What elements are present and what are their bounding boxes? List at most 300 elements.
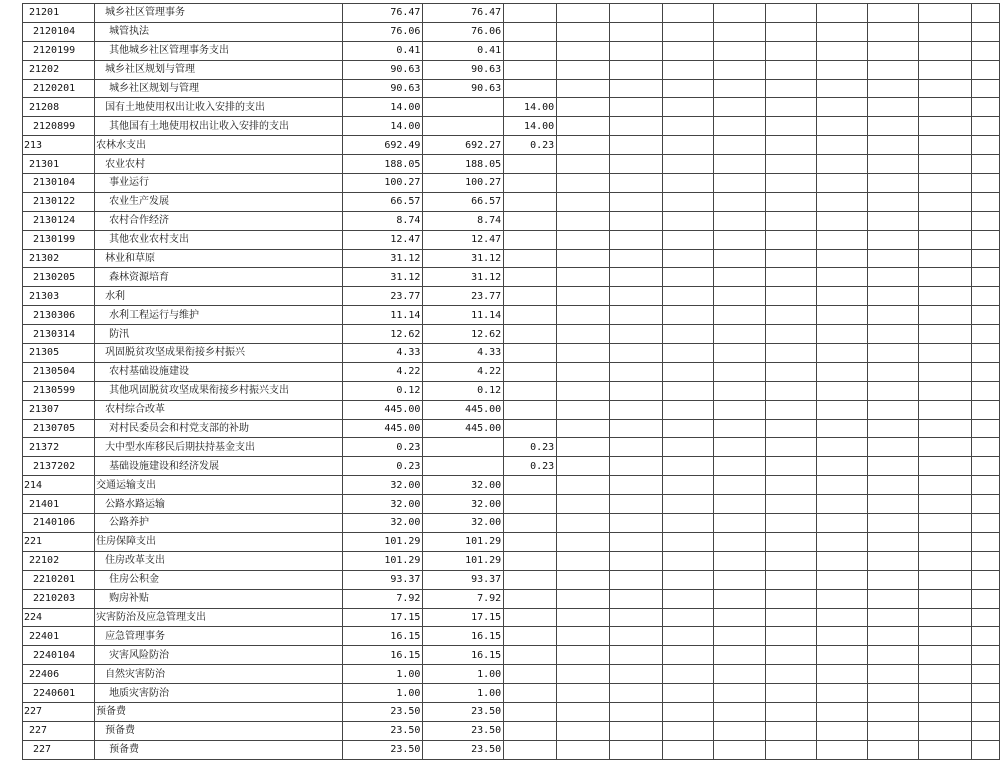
empty-cell [868, 551, 919, 570]
empty-cell [713, 721, 766, 740]
empty-cell [868, 362, 919, 381]
empty-cell [766, 570, 817, 589]
basic-expenditure-cell: 93.37 [423, 570, 504, 589]
total-amount-cell: 93.37 [342, 570, 423, 589]
subject-name-cell: 国有土地使用权出让收入安排的支出 [95, 98, 343, 117]
empty-cell [918, 362, 971, 381]
empty-cell [662, 551, 713, 570]
empty-cell [971, 344, 999, 363]
empty-cell [557, 551, 610, 570]
project-expenditure-cell [504, 532, 557, 551]
table-row [23, 306, 1000, 325]
empty-cell [609, 41, 662, 60]
empty-cell [918, 136, 971, 155]
empty-cell [918, 211, 971, 230]
empty-cell [918, 721, 971, 740]
subject-name-cell: 预备费 [95, 702, 343, 721]
subject-name-cell: 农林水支出 [95, 136, 343, 155]
basic-expenditure-cell: 8.74 [423, 211, 504, 230]
project-expenditure-cell [504, 627, 557, 646]
subject-name-cell: 预备费 [95, 721, 343, 740]
basic-expenditure-cell: 32.00 [423, 476, 504, 495]
empty-cell [918, 532, 971, 551]
project-expenditure-cell [504, 192, 557, 211]
empty-cell [713, 570, 766, 589]
empty-cell [971, 362, 999, 381]
subject-code-cell: 214 [23, 476, 95, 495]
project-expenditure-cell [504, 400, 557, 419]
total-amount-cell: 14.00 [342, 98, 423, 117]
empty-cell [918, 400, 971, 419]
empty-cell [713, 306, 766, 325]
total-amount-cell: 0.12 [342, 381, 423, 400]
subject-code-cell: 21372 [23, 438, 95, 457]
subject-code-cell: 2130124 [23, 211, 95, 230]
table-row [23, 249, 1000, 268]
basic-expenditure-cell: 100.27 [423, 174, 504, 193]
empty-cell [918, 174, 971, 193]
empty-cell [713, 608, 766, 627]
empty-cell [609, 589, 662, 608]
subject-code-cell: 227 [23, 702, 95, 721]
empty-cell [713, 230, 766, 249]
empty-cell [868, 381, 919, 400]
empty-cell [662, 4, 713, 23]
empty-cell [918, 22, 971, 41]
total-amount-cell: 692.49 [342, 136, 423, 155]
empty-cell [918, 41, 971, 60]
empty-cell [868, 249, 919, 268]
table-row [23, 41, 1000, 60]
subject-code-cell: 2240104 [23, 646, 95, 665]
empty-cell [971, 570, 999, 589]
empty-cell [918, 79, 971, 98]
empty-cell [662, 665, 713, 684]
empty-cell [918, 589, 971, 608]
total-amount-cell: 0.41 [342, 41, 423, 60]
empty-cell [868, 344, 919, 363]
subject-code-cell: 224 [23, 608, 95, 627]
empty-cell [609, 268, 662, 287]
empty-cell [971, 532, 999, 551]
project-expenditure-cell [504, 4, 557, 23]
empty-cell [609, 4, 662, 23]
empty-cell [918, 608, 971, 627]
subject-code-cell: 2130705 [23, 419, 95, 438]
table-row [23, 740, 1000, 759]
empty-cell [971, 608, 999, 627]
table-row [23, 192, 1000, 211]
empty-cell [609, 325, 662, 344]
empty-cell [817, 287, 868, 306]
basic-expenditure-cell: 76.47 [423, 4, 504, 23]
table-row [23, 4, 1000, 23]
empty-cell [766, 268, 817, 287]
empty-cell [918, 325, 971, 344]
empty-cell [557, 665, 610, 684]
empty-cell [713, 79, 766, 98]
subject-name-cell: 其他国有土地使用权出让收入安排的支出 [95, 117, 343, 136]
project-expenditure-cell: 0.23 [504, 457, 557, 476]
empty-cell [662, 476, 713, 495]
empty-cell [868, 155, 919, 174]
empty-cell [609, 155, 662, 174]
empty-cell [713, 419, 766, 438]
empty-cell [766, 381, 817, 400]
empty-cell [662, 306, 713, 325]
empty-cell [817, 344, 868, 363]
empty-cell [557, 419, 610, 438]
empty-cell [918, 476, 971, 495]
subject-code-cell: 21208 [23, 98, 95, 117]
empty-cell [817, 627, 868, 646]
empty-cell [557, 646, 610, 665]
empty-cell [609, 362, 662, 381]
empty-cell [609, 79, 662, 98]
table-row [23, 702, 1000, 721]
empty-cell [918, 646, 971, 665]
empty-cell [713, 665, 766, 684]
subject-name-cell: 其他巩固脱贫攻坚成果衔接乡村振兴支出 [95, 381, 343, 400]
empty-cell [766, 344, 817, 363]
subject-name-cell: 住房保障支出 [95, 532, 343, 551]
empty-cell [817, 211, 868, 230]
subject-code-cell: 227 [23, 721, 95, 740]
empty-cell [713, 362, 766, 381]
empty-cell [868, 665, 919, 684]
subject-code-cell: 21401 [23, 495, 95, 514]
subject-code-cell: 2210201 [23, 570, 95, 589]
table-row [23, 589, 1000, 608]
empty-cell [662, 419, 713, 438]
table-row [23, 136, 1000, 155]
basic-expenditure-cell: 31.12 [423, 249, 504, 268]
empty-cell [557, 627, 610, 646]
subject-code-cell: 22102 [23, 551, 95, 570]
project-expenditure-cell [504, 41, 557, 60]
table-row [23, 476, 1000, 495]
empty-cell [817, 740, 868, 759]
table-row [23, 419, 1000, 438]
basic-expenditure-cell: 23.50 [423, 740, 504, 759]
basic-expenditure-cell: 12.62 [423, 325, 504, 344]
empty-cell [971, 665, 999, 684]
project-expenditure-cell [504, 249, 557, 268]
empty-cell [662, 211, 713, 230]
empty-cell [662, 684, 713, 703]
basic-expenditure-cell: 23.50 [423, 702, 504, 721]
empty-cell [766, 400, 817, 419]
empty-cell [766, 740, 817, 759]
table-row [23, 362, 1000, 381]
subject-code-cell: 2120199 [23, 41, 95, 60]
total-amount-cell: 1.00 [342, 684, 423, 703]
subject-name-cell: 灾害防治及应急管理支出 [95, 608, 343, 627]
basic-expenditure-cell: 23.77 [423, 287, 504, 306]
empty-cell [557, 495, 610, 514]
basic-expenditure-cell: 1.00 [423, 665, 504, 684]
empty-cell [609, 495, 662, 514]
empty-cell [766, 476, 817, 495]
empty-cell [662, 702, 713, 721]
total-amount-cell: 32.00 [342, 476, 423, 495]
empty-cell [609, 344, 662, 363]
empty-cell [713, 98, 766, 117]
empty-cell [609, 740, 662, 759]
empty-cell [918, 495, 971, 514]
project-expenditure-cell [504, 608, 557, 627]
subject-code-cell: 2130104 [23, 174, 95, 193]
empty-cell [868, 514, 919, 533]
empty-cell [609, 192, 662, 211]
empty-cell [609, 306, 662, 325]
empty-cell [557, 344, 610, 363]
table-row [23, 325, 1000, 344]
empty-cell [817, 400, 868, 419]
subject-code-cell: 2130314 [23, 325, 95, 344]
project-expenditure-cell: 0.23 [504, 136, 557, 155]
project-expenditure-cell [504, 684, 557, 703]
empty-cell [817, 22, 868, 41]
empty-cell [766, 117, 817, 136]
empty-cell [713, 740, 766, 759]
empty-cell [868, 457, 919, 476]
total-amount-cell: 12.62 [342, 325, 423, 344]
empty-cell [662, 41, 713, 60]
empty-cell [817, 532, 868, 551]
empty-cell [817, 608, 868, 627]
empty-cell [971, 721, 999, 740]
empty-cell [766, 514, 817, 533]
empty-cell [817, 438, 868, 457]
empty-cell [971, 306, 999, 325]
project-expenditure-cell [504, 344, 557, 363]
basic-expenditure-cell: 90.63 [423, 79, 504, 98]
empty-cell [557, 192, 610, 211]
total-amount-cell: 12.47 [342, 230, 423, 249]
empty-cell [868, 287, 919, 306]
empty-cell [971, 155, 999, 174]
total-amount-cell: 445.00 [342, 419, 423, 438]
empty-cell [662, 192, 713, 211]
empty-cell [971, 438, 999, 457]
empty-cell [713, 287, 766, 306]
project-expenditure-cell [504, 702, 557, 721]
total-amount-cell: 4.33 [342, 344, 423, 363]
table-row [23, 287, 1000, 306]
empty-cell [609, 136, 662, 155]
budget-expenditure-table [22, 3, 1000, 760]
subject-name-cell: 林业和草原 [95, 249, 343, 268]
empty-cell [817, 306, 868, 325]
project-expenditure-cell [504, 79, 557, 98]
subject-code-cell: 21301 [23, 155, 95, 174]
empty-cell [609, 230, 662, 249]
subject-name-cell: 地质灾害防治 [95, 684, 343, 703]
empty-cell [868, 570, 919, 589]
project-expenditure-cell [504, 174, 557, 193]
total-amount-cell: 17.15 [342, 608, 423, 627]
table-row [23, 268, 1000, 287]
empty-cell [766, 22, 817, 41]
empty-cell [817, 249, 868, 268]
basic-expenditure-cell: 11.14 [423, 306, 504, 325]
empty-cell [662, 268, 713, 287]
empty-cell [817, 230, 868, 249]
empty-cell [713, 117, 766, 136]
empty-cell [662, 136, 713, 155]
empty-cell [817, 495, 868, 514]
subject-name-cell: 巩固脱贫攻坚成果衔接乡村振兴 [95, 344, 343, 363]
total-amount-cell: 76.06 [342, 22, 423, 41]
empty-cell [609, 627, 662, 646]
project-expenditure-cell: 0.23 [504, 438, 557, 457]
subject-code-cell: 2140106 [23, 514, 95, 533]
total-amount-cell: 188.05 [342, 155, 423, 174]
subject-name-cell: 其他城乡社区管理事务支出 [95, 41, 343, 60]
empty-cell [609, 646, 662, 665]
empty-cell [662, 570, 713, 589]
empty-cell [713, 192, 766, 211]
project-expenditure-cell [504, 306, 557, 325]
empty-cell [766, 192, 817, 211]
basic-expenditure-cell: 0.12 [423, 381, 504, 400]
empty-cell [662, 589, 713, 608]
empty-cell [557, 268, 610, 287]
basic-expenditure-cell: 1.00 [423, 684, 504, 703]
empty-cell [557, 230, 610, 249]
empty-cell [971, 684, 999, 703]
empty-cell [662, 400, 713, 419]
empty-cell [918, 740, 971, 759]
empty-cell [971, 268, 999, 287]
project-expenditure-cell [504, 589, 557, 608]
empty-cell [868, 174, 919, 193]
empty-cell [971, 589, 999, 608]
table-row [23, 60, 1000, 79]
subject-name-cell: 农村合作经济 [95, 211, 343, 230]
subject-code-cell: 2120104 [23, 22, 95, 41]
empty-cell [868, 438, 919, 457]
empty-cell [918, 268, 971, 287]
subject-code-cell: 2120899 [23, 117, 95, 136]
subject-code-cell: 2130205 [23, 268, 95, 287]
subject-code-cell: 221 [23, 532, 95, 551]
table-row [23, 684, 1000, 703]
table-row [23, 400, 1000, 419]
subject-name-cell: 城管执法 [95, 22, 343, 41]
empty-cell [868, 60, 919, 79]
basic-expenditure-cell: 12.47 [423, 230, 504, 249]
empty-cell [766, 457, 817, 476]
basic-expenditure-cell [423, 98, 504, 117]
table-row [23, 155, 1000, 174]
empty-cell [918, 570, 971, 589]
subject-name-cell: 水利工程运行与维护 [95, 306, 343, 325]
empty-cell [557, 476, 610, 495]
empty-cell [817, 684, 868, 703]
empty-cell [766, 306, 817, 325]
empty-cell [766, 684, 817, 703]
project-expenditure-cell: 14.00 [504, 117, 557, 136]
empty-cell [609, 665, 662, 684]
empty-cell [713, 174, 766, 193]
empty-cell [971, 400, 999, 419]
empty-cell [713, 155, 766, 174]
empty-cell [766, 438, 817, 457]
subject-name-cell: 城乡社区规划与管理 [95, 79, 343, 98]
empty-cell [918, 684, 971, 703]
project-expenditure-cell [504, 740, 557, 759]
empty-cell [609, 721, 662, 740]
empty-cell [868, 325, 919, 344]
empty-cell [817, 551, 868, 570]
total-amount-cell: 445.00 [342, 400, 423, 419]
empty-cell [971, 476, 999, 495]
subject-code-cell: 2130599 [23, 381, 95, 400]
empty-cell [662, 60, 713, 79]
subject-code-cell: 22406 [23, 665, 95, 684]
empty-cell [868, 211, 919, 230]
total-amount-cell: 4.22 [342, 362, 423, 381]
empty-cell [817, 192, 868, 211]
empty-cell [971, 702, 999, 721]
total-amount-cell: 1.00 [342, 665, 423, 684]
subject-name-cell: 农村综合改革 [95, 400, 343, 419]
project-expenditure-cell [504, 381, 557, 400]
empty-cell [918, 665, 971, 684]
total-amount-cell: 16.15 [342, 646, 423, 665]
basic-expenditure-cell: 188.05 [423, 155, 504, 174]
empty-cell [971, 495, 999, 514]
empty-cell [817, 79, 868, 98]
empty-cell [662, 721, 713, 740]
empty-cell [868, 400, 919, 419]
empty-cell [918, 155, 971, 174]
project-expenditure-cell [504, 570, 557, 589]
empty-cell [662, 740, 713, 759]
empty-cell [609, 381, 662, 400]
empty-cell [662, 325, 713, 344]
table-body [23, 4, 1000, 760]
empty-cell [868, 740, 919, 759]
empty-cell [817, 665, 868, 684]
empty-cell [609, 287, 662, 306]
empty-cell [662, 117, 713, 136]
empty-cell [868, 627, 919, 646]
project-expenditure-cell [504, 419, 557, 438]
empty-cell [971, 98, 999, 117]
empty-cell [918, 4, 971, 23]
empty-cell [817, 476, 868, 495]
empty-cell [766, 589, 817, 608]
table-row [23, 230, 1000, 249]
empty-cell [817, 419, 868, 438]
empty-cell [868, 646, 919, 665]
empty-cell [868, 22, 919, 41]
empty-cell [713, 627, 766, 646]
empty-cell [817, 98, 868, 117]
subject-name-cell: 灾害风险防治 [95, 646, 343, 665]
basic-expenditure-cell [423, 457, 504, 476]
table-row [23, 117, 1000, 136]
basic-expenditure-cell: 76.06 [423, 22, 504, 41]
total-amount-cell: 66.57 [342, 192, 423, 211]
empty-cell [662, 230, 713, 249]
empty-cell [766, 79, 817, 98]
project-expenditure-cell [504, 514, 557, 533]
empty-cell [971, 740, 999, 759]
